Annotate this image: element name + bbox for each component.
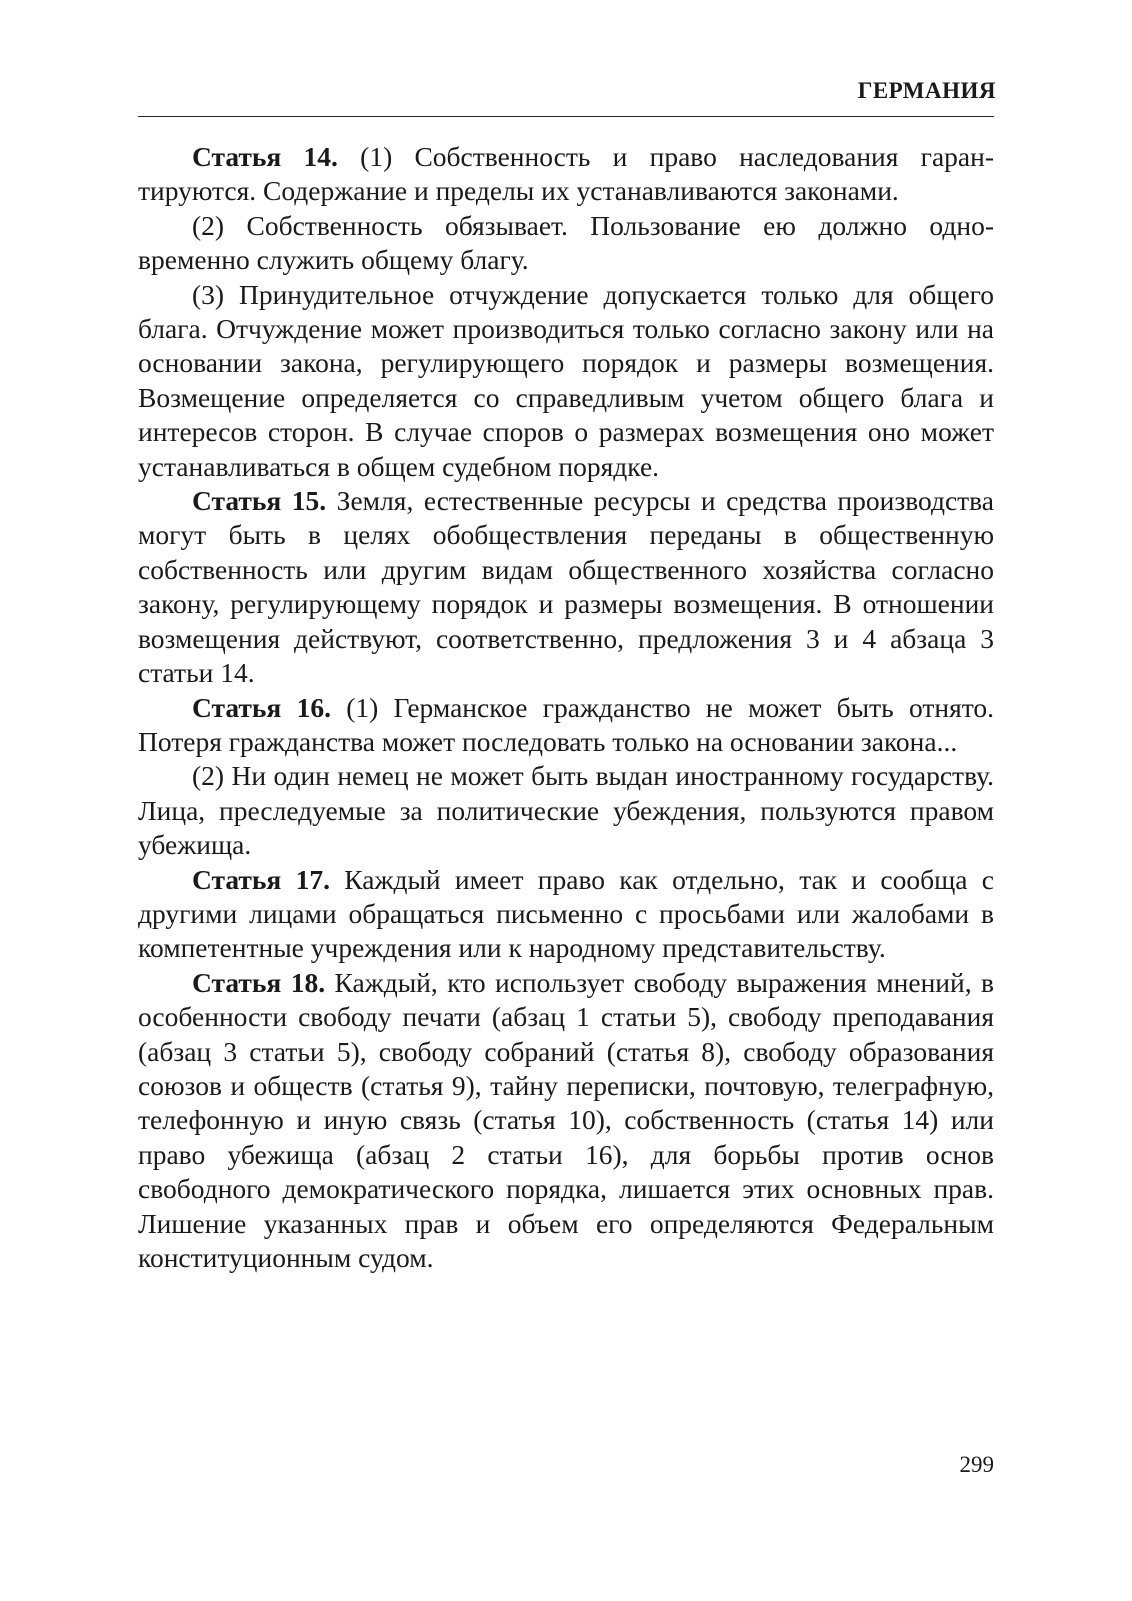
paragraph-text: Каждый имеет право как отдельно, так и сообща с другими лицами обращаться письменно с просьбами или жалобами в компетентные учреждения или к народному представительству. bbox=[138, 863, 995, 964]
article-title: Статья 18. bbox=[192, 966, 326, 998]
paragraph-text: (1) Собственность и право наследования гарантируются. Содержание и пределы их устанавливаются законами. bbox=[138, 141, 994, 207]
paragraph-text: Каждый, кто использует свободу выражения мнений, в особенности свободу печати (абзац 1 статьи 5), свободу преподавания (абзац 3 статьи 5), свободу собраний (статья 8), свободу образования союзов и обществ (статья 9), тайну переписки, почтовую, телеграфную, телефонную и иную связь (статья 10), собственность (статья 14) или право убежища (абзац 2 статьи 16), для борьбы против основ свободного демократического порядка, лишается этих основных прав. Лишение указанных прав и объем его определяются Федеральным конституционным судом. bbox=[138, 966, 994, 1273]
page-number: 299 bbox=[959, 1452, 994, 1477]
article-14-paragraph-3: (3) Принудительное отчуждение допускается только для общего блага. Отчуждение может производиться только согласно закону или на основании закона, регулирующего порядок и размеры возмещения. Возмещение определяется со справедливым учетом общего блага и интересов сторон. В случае споров о размерах возмещения оно может устанавливаться в общем судебном порядке. bbox=[138, 278, 994, 482]
article-16-paragraph-1 bbox=[138, 691, 994, 760]
article-14-paragraph-2: (2) Собственность обязывает. Пользование ею должно одновременно служить общему благу. bbox=[138, 209, 994, 276]
header-rule bbox=[138, 116, 994, 117]
article-title: Статья 17. bbox=[192, 863, 330, 895]
article-18-paragraph-1 bbox=[138, 966, 994, 1276]
paragraph-text: Земля, естественные ресурсы и средства производства могут быть в целях обобществления переданы в общественную собственность или другим видам общественного хозяйства согласно закону, регулирующему порядок и размеры возмещения. В отношении возмещения действуют, соответственно, предложения 3 и 4 абзаца 3 статьи 14. bbox=[138, 485, 994, 689]
article-14-paragraph-1 bbox=[138, 140, 994, 209]
paragraph-text: (1) Германское гражданство не может быть отнято. Потеря гражданства может последовать только на основании закона... bbox=[138, 691, 995, 757]
article-title: Статья 14. bbox=[192, 141, 338, 172]
article-15-paragraph-1 bbox=[138, 484, 994, 690]
article-title: Статья 16. bbox=[192, 691, 331, 723]
article-16-paragraph-2: (2) Ни один немец не может быть выдан иностранному государству. Лица, преследуемые за политические убеждения, пользуются правом убежища. bbox=[138, 760, 994, 861]
running-head: ГЕРМАНИЯ bbox=[857, 78, 996, 103]
article-17-paragraph-1 bbox=[138, 863, 994, 966]
article-title: Статья 15. bbox=[192, 485, 327, 517]
body-text bbox=[138, 140, 994, 1275]
